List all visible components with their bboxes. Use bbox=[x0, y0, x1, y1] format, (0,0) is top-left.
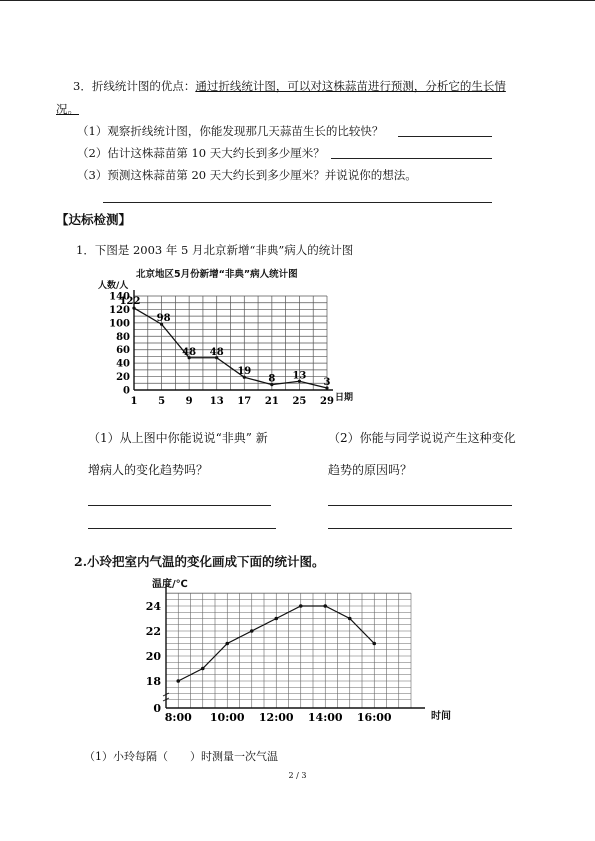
chart1-xlabel: 日期 bbox=[335, 393, 354, 403]
chart1-data-label: 98 bbox=[156, 313, 171, 325]
chart1-data-label: 13 bbox=[292, 370, 307, 382]
chart1-data-label: 8 bbox=[268, 373, 276, 385]
section3-underlined: 通过折线统计图，可以对这株蒜苗进行预测，分析它的生长情 bbox=[195, 79, 506, 93]
chart2-x-tick-label: 12:00 bbox=[258, 711, 294, 724]
chart1-y-tick-label: 0 bbox=[123, 385, 130, 397]
chart2-y-tick-label: 18 bbox=[145, 675, 161, 688]
chart1-x-tick-label: 5 bbox=[158, 396, 166, 407]
chart2-point bbox=[201, 667, 205, 671]
chart1-y-tick-label: 100 bbox=[109, 318, 130, 330]
chart2-point bbox=[176, 679, 180, 683]
chart1-y-tick-label: 80 bbox=[116, 331, 130, 343]
chart1-data-label: 19 bbox=[237, 366, 252, 378]
chart2-x-tick-label: 10:00 bbox=[209, 711, 245, 724]
chart1-y-tick-label: 120 bbox=[109, 304, 130, 316]
section3-q2: （2）估计这株蒜苗第 10 天大约长到多少厘米？ bbox=[77, 146, 325, 160]
chart2-point bbox=[323, 604, 327, 608]
chart2-point bbox=[250, 629, 254, 633]
chart2-y-tick-label: 0 bbox=[153, 702, 161, 715]
chart2-y-tick-label: 20 bbox=[145, 650, 161, 663]
chart2-xlabel: 时间 bbox=[431, 711, 451, 722]
chart1-title: 北京地区5月份新增“非典”病人统计图 bbox=[136, 269, 298, 280]
problem1-intro: 1．下图是 2003 年 5 月北京新增“非典”病人的统计图 bbox=[76, 243, 354, 257]
chart1-data-label: 48 bbox=[209, 346, 224, 358]
section-heading: 【达标检测】 bbox=[56, 212, 132, 227]
problem1-q2-line2: 趋势的原因吗？ bbox=[328, 463, 413, 477]
chart1-data-label: 48 bbox=[182, 346, 197, 358]
chart1-y-tick-label: 140 bbox=[109, 291, 130, 303]
section3-line2: 况。 bbox=[56, 102, 79, 116]
chart2-point bbox=[348, 617, 352, 621]
chart1-y-tick-label: 40 bbox=[116, 358, 130, 370]
section3-q1: （1）观察折线统计图，你能发现那几天蒜苗生长的比较快？ bbox=[77, 124, 384, 138]
chart1-x-tick-label: 25 bbox=[292, 396, 307, 407]
chart1-x-tick-label: 1 bbox=[130, 396, 138, 407]
chart1-x-tick-label: 17 bbox=[237, 396, 252, 407]
chart1-ylabel: 人数/人 bbox=[98, 281, 129, 291]
problem1-q1-line1: （1）从上图中你能说说“非典” 新 bbox=[88, 431, 268, 445]
chart1-data-label: 3 bbox=[323, 376, 331, 388]
chart1-y-tick-label: 60 bbox=[116, 345, 130, 357]
chart2-point bbox=[225, 642, 229, 646]
chart1-data-label: 122 bbox=[119, 296, 141, 308]
chart2-x-tick-label: 16:00 bbox=[356, 711, 392, 724]
chart2-point bbox=[299, 604, 303, 608]
chart2-y-tick-label: 24 bbox=[145, 600, 161, 613]
chart1-y-tick-label: 20 bbox=[116, 372, 130, 384]
chart2-point bbox=[274, 617, 278, 621]
chart1-x-tick-label: 9 bbox=[185, 396, 193, 407]
problem2-q1: （1）小玲每隔（ ）时测量一次气温 bbox=[84, 750, 278, 763]
chart1-x-tick-label: 21 bbox=[264, 396, 279, 407]
chart2-x-tick-label: 14:00 bbox=[307, 711, 343, 724]
chart2-y-tick-label: 22 bbox=[145, 625, 161, 638]
page-number: 2 / 3 bbox=[288, 771, 307, 780]
problem2-title: 2.小玲把室内气温的变化画成下面的统计图。 bbox=[74, 554, 325, 569]
problem1-q2-line1: （2）你能与同学说说产生这种变化 bbox=[328, 431, 516, 445]
chart1-x-tick-label: 13 bbox=[209, 396, 224, 407]
chart2-ylabel: 温度/℃ bbox=[152, 579, 188, 590]
section3-prefix: 3．折线统计图的优点： bbox=[73, 79, 196, 93]
chart1-x-tick-label: 29 bbox=[320, 396, 334, 407]
chart2-point bbox=[372, 642, 376, 646]
section3-q3: （3）预测这株蒜苗第 20 天大约长到多少厘米？并说说你的想法。 bbox=[77, 168, 417, 182]
chart2-x-tick-label: 8:00 bbox=[164, 711, 192, 724]
problem1-q1-line2: 增病人的变化趋势吗？ bbox=[88, 463, 209, 477]
